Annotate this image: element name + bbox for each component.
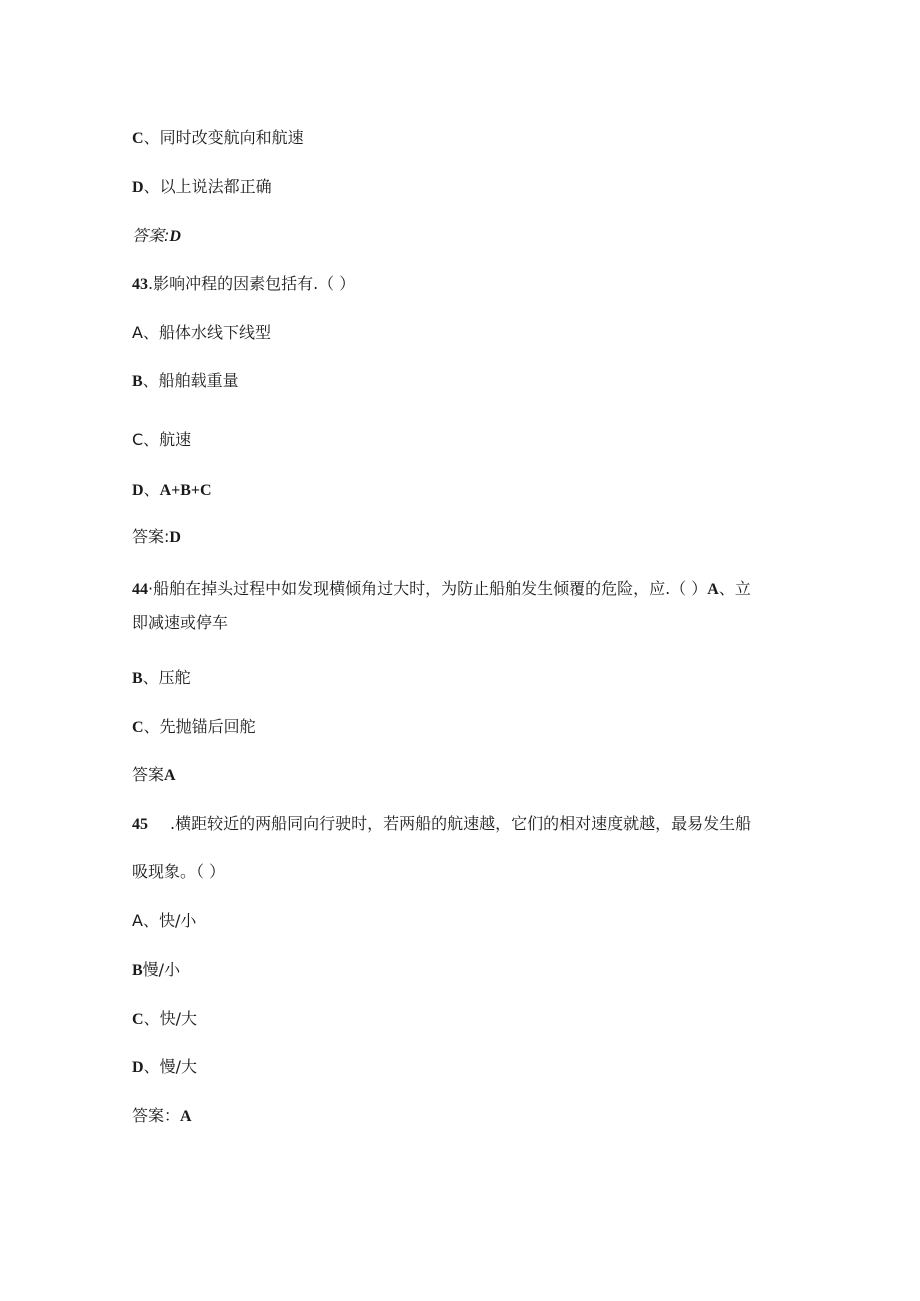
q43-question: 43.影响冲程的因素包括有.（ ） [132, 274, 356, 293]
q43-option-b: B、船舶载重量 [132, 371, 239, 390]
q43-option-c: C、航速 [132, 430, 192, 449]
q43-answer: 答案:D [132, 527, 181, 546]
q44-option-c: C、先抛锚后回舵 [132, 717, 256, 736]
q43-option-d: D、A+B+C [132, 480, 212, 499]
q45-question-continued: 吸现象。（ ） [132, 862, 226, 881]
q45-answer: 答案：A [132, 1106, 192, 1125]
q42-option-d: D、以上说法都正确 [132, 177, 272, 196]
q45-option-c: C、快/大 [132, 1009, 197, 1028]
q45-option-b: B慢/小 [132, 960, 181, 979]
q45-option-a: A、快/小 [132, 911, 197, 930]
q44-answer: 答案A [132, 765, 176, 784]
q45-option-d: D、慢/大 [132, 1057, 197, 1076]
q42-answer: 答案:D [132, 226, 181, 245]
q42-option-c: C、同时改变航向和航速 [132, 128, 304, 147]
q44-question: 44·船舶在掉头过程中如发现横倾角过大时，为防止船舶发生倾覆的危险，应.（ ）A、立 [132, 579, 751, 598]
q44-option-a-continued: 即减速或停车 [132, 613, 229, 632]
q43-option-a: A、船体水线下线型 [132, 323, 271, 342]
q44-option-b: B、压舵 [132, 668, 191, 687]
q45-question: 45 .横距较近的两船同向行驶时，若两船的航速越，它们的相对速度就越，最易发生船 [132, 814, 752, 833]
